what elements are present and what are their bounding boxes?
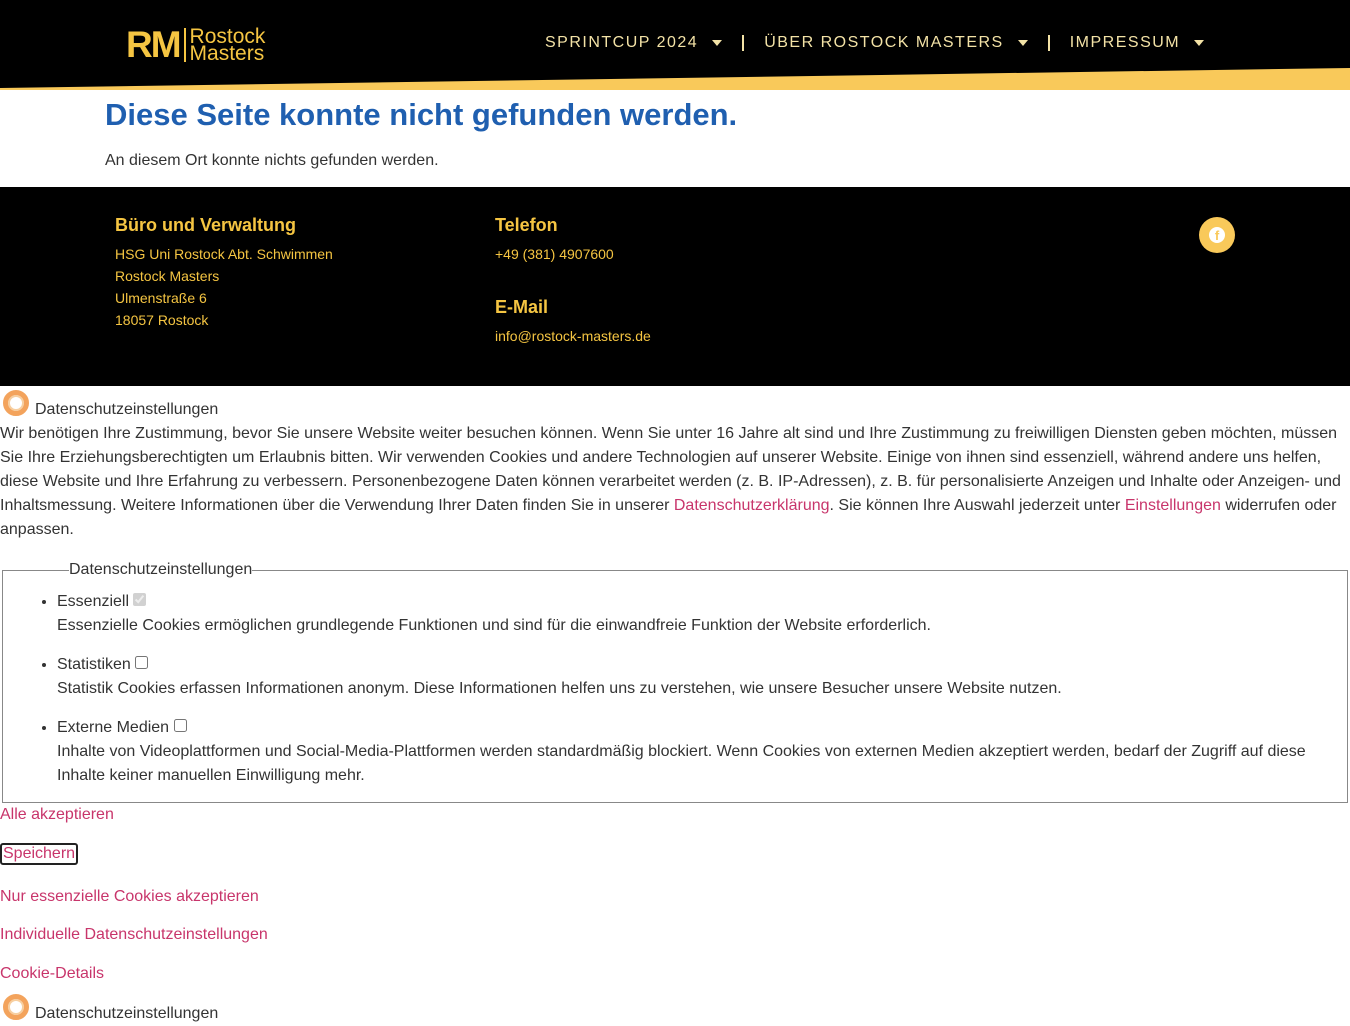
intro-text: . Sie können Ihre Auswahl jederzeit unter [829,497,1125,514]
category-label: Externe Medien [57,719,170,736]
page-message: An diesem Ort konnte nichts gefunden werden. [105,152,439,169]
category-desc: Inhalte von Videoplattformen und Social-Media-Plattformen werden standardmäßig blockiert. Wenn Cookies von externen Medien akzeptiert werden, bedarf der Zugriff auf diese Inhalte keiner manuellen Einwilligung mehr. [57,743,1306,784]
nav-label: IMPRESSUM [1069,34,1181,51]
consent-actions [0,803,1350,1000]
consent-logo-icon [3,994,29,1020]
logo-line-1: Rostock [189,24,266,48]
category-desc: Essenzielle Cookies ermöglichen grundlegende Funktionen und sind für die einwandfreie Funktion der Website erforderlich. [57,617,931,634]
consent-fieldset [2,558,1348,803]
logo-name [189,24,266,65]
phone-heading: Telefon [495,215,558,235]
accept-all-button[interactable]: Alle akzeptieren [0,806,114,823]
intro-text: widerrufen oder anpassen. [0,497,1337,538]
caret-down-icon [712,40,722,46]
category-external-media [57,716,1337,788]
statistics-checkbox[interactable] [135,656,148,669]
nav-separator [1048,35,1050,51]
privacy-link[interactable]: Datenschutzerklärung [673,497,830,514]
footer-office [115,215,333,331]
main-nav [545,34,1204,52]
facebook-button[interactable] [1199,217,1235,253]
essential-checkbox[interactable] [133,593,146,606]
header-accent-band [0,68,1350,92]
category-statistics [57,653,1337,701]
settings-link[interactable]: Einstellungen [1124,497,1221,514]
email-link[interactable]: info@rostock-masters.de [495,328,651,344]
consent-intro [0,422,1350,542]
caret-down-icon [1018,40,1028,46]
nav-separator [742,35,744,51]
office-line: HSG Uni Rostock Abt. Schwimmen [115,246,333,262]
logo-line-2: Masters [189,41,265,65]
consent-title: Datenschutzeinstellungen [35,401,219,418]
caret-down-icon [1194,40,1204,46]
office-heading: Büro und Verwaltung [115,215,297,235]
office-line: Rostock Masters [115,268,220,284]
cookie-details-link[interactable]: Cookie-Details [0,964,105,982]
consent-header-repeat [0,994,1350,1026]
consent-title: Datenschutzeinstellungen [35,1005,219,1022]
nav-label: SPRINTCUP 2024 [545,34,699,51]
save-button[interactable]: Speichern [0,843,78,865]
logo-divider [184,28,186,62]
category-label: Essenziell [57,593,130,610]
phone-number[interactable]: +49 (381) 4907600 [495,246,614,262]
nav-label: ÜBER ROSTOCK MASTERS [764,34,1004,51]
individual-settings-link[interactable]: Individuelle Datenschutzeinstellungen [0,926,268,943]
nav-impressum[interactable] [1070,34,1204,52]
consent-header [0,390,1350,422]
category-desc: Statistik Cookies erfassen Informationen anonym. Diese Informationen helfen uns zu verstehen, wie unsere Besucher unsere Website nutzen. [57,680,1062,697]
logo-abbr: RM [126,24,180,65]
consent-logo-icon [3,390,29,416]
cookie-consent [0,390,1350,1026]
fieldset-legend: Datenschutzeinstellungen [69,561,253,578]
site-footer [0,187,1350,386]
nav-sprintcup[interactable] [545,34,722,52]
logo[interactable] [126,26,265,63]
category-essential [57,590,1337,638]
facebook-icon: f [1209,227,1225,243]
category-label: Statistiken [57,656,131,673]
site-header [0,0,1350,92]
office-line: 18057 Rostock [115,312,209,328]
intro-text: Wir benötigen Ihre Zustimmung, bevor Sie unsere Website weiter besuchen können. Wenn Sie unter 16 Jahre alt sind und Ihre Zustimmung zu freiwilligen Diensten geben möchten, müssen Sie Ihre Erziehungsberechtigten um Erlaubnis bitten. Wir verwenden Cookies und andere Technologien auf unserer Website. Einige von ihnen sind essenziell, während andere uns helfen, diese Website und Ihre Erfahrung zu verbessern. Personenbezogene Daten können verarbeitet werden (z. B. IP-Adressen), z. B. für personalisierte Anzeigen und Inhalte oder Anzeigen- und Inhaltsmessung. Weitere Informationen über die Verwendung Ihrer Daten finden Sie in unserer [0,425,1341,514]
external-media-checkbox[interactable] [174,719,187,732]
office-line: Ulmenstraße 6 [115,290,207,306]
accept-essential-button[interactable]: Nur essenzielle Cookies akzeptieren [0,887,259,905]
page-title: Diese Seite konnte nicht gefunden werden. [105,97,738,132]
email-heading: E-Mail [495,297,549,317]
footer-contact [495,215,651,347]
nav-ueber[interactable] [764,34,1028,52]
